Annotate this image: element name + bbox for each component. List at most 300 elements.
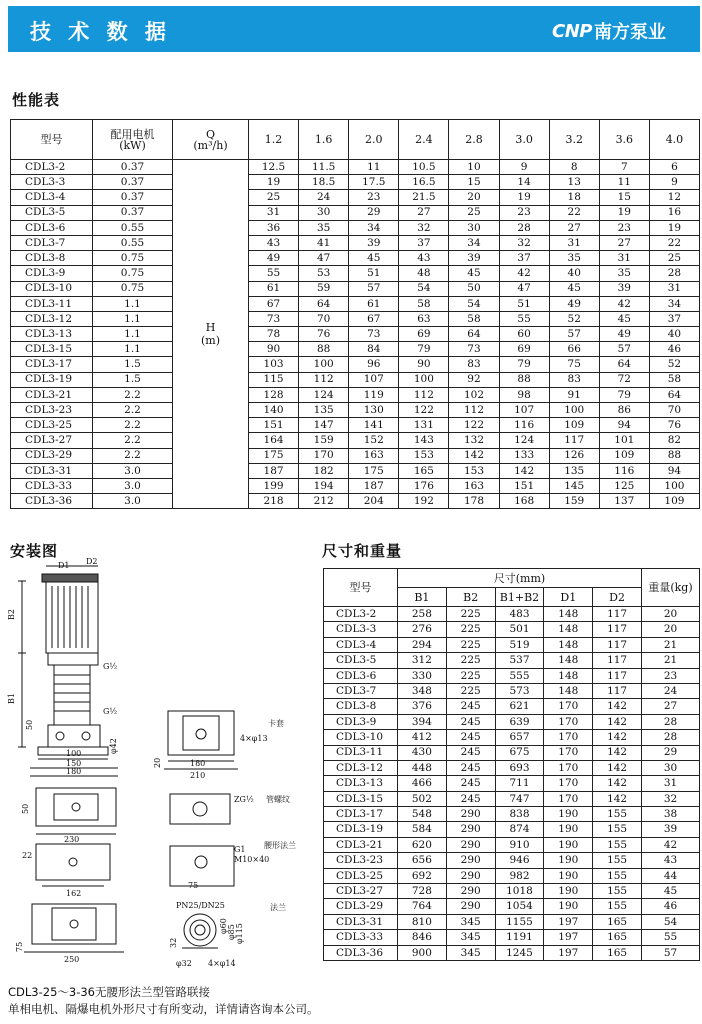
head-value-cell: 51 — [349, 266, 399, 281]
flow-header: 2.8 — [449, 120, 499, 160]
table-row — [324, 745, 700, 760]
dims-value-cell: 584 — [398, 822, 447, 837]
dims-value-cell: 45 — [642, 884, 700, 899]
head-value-cell: 67 — [249, 296, 299, 311]
dims-value-cell: 1155 — [495, 914, 544, 929]
dims-value-cell: 245 — [446, 699, 495, 714]
dims-subheader: B2 — [446, 588, 495, 607]
head-value-cell: 34 — [649, 296, 699, 311]
head-value-cell: 76 — [649, 418, 699, 433]
dims-value-cell: 190 — [544, 822, 593, 837]
head-value-cell: 145 — [549, 478, 599, 493]
head-value-cell: 34 — [349, 220, 399, 235]
dims-value-cell: 28 — [642, 714, 700, 729]
head-label-cell — [173, 160, 249, 509]
head-value-cell: 70 — [299, 311, 349, 326]
label-d2: D2 — [86, 557, 98, 566]
model-cell: CDL3-4 — [324, 637, 398, 652]
label-holes14: 4×φ14 — [208, 959, 236, 968]
head-value-cell: 14 — [499, 175, 549, 190]
model-cell: CDL3-7 — [324, 683, 398, 698]
dims-value-cell: 148 — [544, 668, 593, 683]
dims-value-cell: 23 — [642, 668, 700, 683]
motor-cell: 0.37 — [93, 190, 173, 205]
head-value-cell: 32 — [399, 220, 449, 235]
table-row — [11, 266, 700, 281]
head-value-cell: 48 — [399, 266, 449, 281]
table-row — [11, 235, 700, 250]
label-162: 162 — [66, 889, 82, 898]
dims-value-cell: 245 — [446, 730, 495, 745]
head-value-cell: 39 — [349, 235, 399, 250]
model-cell: CDL3-21 — [324, 837, 398, 852]
motor-cell: 0.37 — [93, 160, 173, 175]
dims-value-cell: 148 — [544, 622, 593, 637]
head-value-cell: 66 — [549, 342, 599, 357]
dims-value-cell: 258 — [398, 607, 447, 622]
head-value-cell: 73 — [249, 311, 299, 326]
head-value-cell: 23 — [499, 205, 549, 220]
model-cell: CDL3-31 — [11, 463, 93, 478]
table-row — [11, 448, 700, 463]
table-row — [11, 205, 700, 220]
dims-value-cell: 376 — [398, 699, 447, 714]
head-value-cell: 10 — [449, 160, 499, 175]
dims-value-cell: 27 — [642, 699, 700, 714]
head-value-cell: 192 — [399, 494, 449, 509]
dims-value-cell: 57 — [642, 945, 700, 960]
dims-value-cell: 982 — [495, 868, 544, 883]
dims-value-cell: 170 — [544, 699, 593, 714]
head-value-cell: 12.5 — [249, 160, 299, 175]
head-value-cell: 102 — [449, 387, 499, 402]
table-row — [324, 760, 700, 775]
label-250: 250 — [64, 955, 80, 964]
head-value-cell: 128 — [249, 387, 299, 402]
head-value-cell: 170 — [299, 448, 349, 463]
head-value-cell: 90 — [399, 357, 449, 372]
col-motor-line2: (kW) — [119, 138, 146, 152]
head-value-cell: 101 — [599, 433, 649, 448]
flow-header: 2.0 — [349, 120, 399, 160]
head-value-cell: 42 — [599, 296, 649, 311]
table-row — [11, 342, 700, 357]
head-value-cell: 116 — [499, 418, 549, 433]
table-row — [324, 668, 700, 683]
table-row — [11, 311, 700, 326]
dims-value-cell: 117 — [593, 637, 642, 652]
head-value-cell: 163 — [349, 448, 399, 463]
dims-value-cell: 142 — [593, 730, 642, 745]
model-cell: CDL3-25 — [324, 868, 398, 883]
head-value-cell: 30 — [449, 220, 499, 235]
dims-value-cell: 225 — [446, 622, 495, 637]
head-value-cell: 31 — [599, 251, 649, 266]
head-value-cell: 130 — [349, 403, 399, 418]
head-value-cell: 79 — [399, 342, 449, 357]
model-cell: CDL3-2 — [324, 607, 398, 622]
dims-value-cell: 148 — [544, 683, 593, 698]
head-value-cell: 69 — [399, 327, 449, 342]
head-value-cell: 27 — [399, 205, 449, 220]
dims-value-cell: 225 — [446, 607, 495, 622]
table-row — [324, 622, 700, 637]
dims-value-cell: 190 — [544, 837, 593, 852]
head-value-cell: 115 — [249, 372, 299, 387]
dims-value-cell: 190 — [544, 868, 593, 883]
model-cell: CDL3-15 — [11, 342, 93, 357]
motor-cell: 0.55 — [93, 235, 173, 250]
head-value-cell: 159 — [299, 433, 349, 448]
head-value-cell: 124 — [499, 433, 549, 448]
head-value-cell: 78 — [249, 327, 299, 342]
head-value-cell: 176 — [399, 478, 449, 493]
motor-cell: 1.1 — [93, 342, 173, 357]
dims-value-cell: 225 — [446, 683, 495, 698]
dims-value-cell: 448 — [398, 760, 447, 775]
head-value-cell: 6 — [649, 160, 699, 175]
table-row — [11, 387, 700, 402]
dims-value-cell: 155 — [593, 899, 642, 914]
flow-header: 2.4 — [399, 120, 449, 160]
model-cell: CDL3-5 — [11, 205, 93, 220]
dims-value-cell: 656 — [398, 853, 447, 868]
install-title: 安装图 — [10, 542, 59, 560]
head-value-cell: 19 — [649, 220, 699, 235]
head-value-cell: 73 — [349, 327, 399, 342]
dims-value-cell: 170 — [544, 791, 593, 806]
model-cell: CDL3-10 — [11, 281, 93, 296]
model-cell: CDL3-36 — [11, 494, 93, 509]
head-value-cell: 9 — [649, 175, 699, 190]
head-value-cell: 84 — [349, 342, 399, 357]
page-title: 技 术 数 据 — [30, 20, 171, 44]
dims-value-cell: 155 — [593, 884, 642, 899]
table-row — [324, 945, 700, 960]
dims-value-cell: 412 — [398, 730, 447, 745]
motor-cell: 2.2 — [93, 433, 173, 448]
dims-value-cell: 24 — [642, 683, 700, 698]
dims-value-cell: 148 — [544, 637, 593, 652]
head-value-cell: 8 — [549, 160, 599, 175]
head-value-cell: 107 — [349, 372, 399, 387]
head-value-cell: 13 — [549, 175, 599, 190]
head-value-cell: 59 — [299, 281, 349, 296]
dims-value-cell: 874 — [495, 822, 544, 837]
head-value-cell: 83 — [549, 372, 599, 387]
table-row — [11, 478, 700, 493]
head-value-cell: 43 — [249, 235, 299, 250]
head-value-cell: 53 — [299, 266, 349, 281]
head-value-cell: 204 — [349, 494, 399, 509]
dims-value-cell: 21 — [642, 653, 700, 668]
col-motor — [93, 120, 173, 160]
model-cell: CDL3-23 — [11, 403, 93, 418]
dims-value-cell: 165 — [593, 914, 642, 929]
head-value-cell: 37 — [499, 251, 549, 266]
label-phi32: φ32 — [176, 959, 192, 968]
head-value-cell: 37 — [649, 311, 699, 326]
dims-value-cell: 290 — [446, 868, 495, 883]
head-value-cell: 88 — [299, 342, 349, 357]
head-value-cell: 15 — [449, 175, 499, 190]
head-value-cell: 58 — [399, 296, 449, 311]
dims-col-model: 型号 — [324, 569, 398, 607]
head-value-cell: 45 — [549, 281, 599, 296]
dims-value-cell: 290 — [446, 899, 495, 914]
head-value-cell: 112 — [299, 372, 349, 387]
head-value-cell: 16 — [649, 205, 699, 220]
head-value-cell: 135 — [299, 403, 349, 418]
dims-value-cell: 620 — [398, 837, 447, 852]
dims-value-cell: 190 — [544, 884, 593, 899]
dims-value-cell: 693 — [495, 760, 544, 775]
dims-value-cell: 170 — [544, 760, 593, 775]
flow-header: 3.6 — [599, 120, 649, 160]
model-cell: CDL3-21 — [11, 387, 93, 402]
head-value-cell: 52 — [649, 357, 699, 372]
head-value-cell: 67 — [349, 311, 399, 326]
dims-value-cell: 245 — [446, 791, 495, 806]
table-row — [324, 683, 700, 698]
head-value-cell: 10.5 — [399, 160, 449, 175]
dims-value-cell: 55 — [642, 930, 700, 945]
head-value-cell: 57 — [549, 327, 599, 342]
head-value-cell: 46 — [649, 342, 699, 357]
head-value-cell: 16.5 — [399, 175, 449, 190]
head-value-cell: 100 — [399, 372, 449, 387]
dims-value-cell: 1018 — [495, 884, 544, 899]
head-value-cell: 64 — [599, 357, 649, 372]
dims-value-cell: 142 — [593, 699, 642, 714]
dims-value-cell: 1054 — [495, 899, 544, 914]
head-value-cell: 40 — [649, 327, 699, 342]
head-value-cell: 9 — [499, 160, 549, 175]
head-value-cell: 116 — [599, 463, 649, 478]
table-row — [324, 730, 700, 745]
motor-cell: 1.5 — [93, 357, 173, 372]
head-value-cell: 141 — [349, 418, 399, 433]
dims-value-cell: 21 — [642, 637, 700, 652]
label-thread: 管螺纹 — [266, 795, 290, 804]
motor-cell: 3.0 — [93, 463, 173, 478]
motor-cell: 0.55 — [93, 220, 173, 235]
model-cell: CDL3-27 — [11, 433, 93, 448]
performance-table — [10, 119, 700, 509]
head-value-cell: 218 — [249, 494, 299, 509]
dims-value-cell: 54 — [642, 914, 700, 929]
motor-cell: 1.1 — [93, 327, 173, 342]
head-value-cell: 75 — [549, 357, 599, 372]
col-motor-line1: 配用电机 — [110, 127, 155, 141]
table-row — [324, 791, 700, 806]
head-value-cell: 159 — [549, 494, 599, 509]
motor-cell: 1.5 — [93, 372, 173, 387]
model-cell: CDL3-2 — [11, 160, 93, 175]
head-value-cell: 132 — [449, 433, 499, 448]
table-row — [324, 822, 700, 837]
motor-cell: 2.2 — [93, 403, 173, 418]
header-banner — [8, 6, 700, 52]
head-value-cell: 178 — [449, 494, 499, 509]
model-cell: CDL3-6 — [324, 668, 398, 683]
head-value-cell: 122 — [399, 403, 449, 418]
flow-header: 1.2 — [249, 120, 299, 160]
head-value-cell: 19 — [249, 175, 299, 190]
model-cell: CDL3-31 — [324, 914, 398, 929]
dims-value-cell: 39 — [642, 822, 700, 837]
table-row — [324, 776, 700, 791]
label-d1: D1 — [58, 561, 70, 570]
head-value-cell: 31 — [649, 281, 699, 296]
model-cell: CDL3-11 — [11, 296, 93, 311]
label-32: 32 — [169, 937, 178, 948]
head-value-cell: 164 — [249, 433, 299, 448]
head-value-cell: 125 — [599, 478, 649, 493]
label-210: 210 — [190, 771, 206, 780]
head-value-cell: 88 — [649, 448, 699, 463]
dims-value-cell: 170 — [544, 776, 593, 791]
head-value-cell: 34 — [449, 235, 499, 250]
table-row — [11, 190, 700, 205]
table-row — [324, 699, 700, 714]
table-row — [324, 607, 700, 622]
label-150: 150 — [66, 759, 82, 768]
head-value-cell: 20 — [449, 190, 499, 205]
dims-value-cell: 573 — [495, 683, 544, 698]
label-g12-a: G½ — [103, 662, 118, 671]
table-row — [324, 930, 700, 945]
dims-value-cell: 44 — [642, 868, 700, 883]
dims-value-cell: 148 — [544, 653, 593, 668]
motor-cell: 0.75 — [93, 281, 173, 296]
dims-value-cell: 197 — [544, 914, 593, 929]
dims-value-cell: 519 — [495, 637, 544, 652]
dims-value-cell: 290 — [446, 884, 495, 899]
head-value-cell: 23 — [599, 220, 649, 235]
dims-value-cell: 621 — [495, 699, 544, 714]
dims-value-cell: 502 — [398, 791, 447, 806]
brand — [552, 18, 666, 44]
dims-value-cell: 245 — [446, 760, 495, 775]
head-value-cell: 55 — [249, 266, 299, 281]
head-value-cell: 30 — [299, 205, 349, 220]
dims-value-cell: 190 — [544, 807, 593, 822]
head-value-cell: 165 — [399, 463, 449, 478]
table-row — [11, 494, 700, 509]
model-cell: CDL3-6 — [11, 220, 93, 235]
head-value-cell: 12 — [649, 190, 699, 205]
label-50b: 50 — [21, 803, 30, 814]
brand-name: 南方泵业 — [594, 22, 666, 43]
footnote-1: CDL3-25～3-36无腰形法兰型管路联接 — [8, 985, 210, 999]
dims-value-cell: 345 — [446, 945, 495, 960]
dims-value-cell: 142 — [593, 776, 642, 791]
motor-cell: 0.75 — [93, 251, 173, 266]
head-value-cell: 45 — [599, 311, 649, 326]
model-cell: CDL3-13 — [11, 327, 93, 342]
head-value-cell: 92 — [449, 372, 499, 387]
model-cell: CDL3-27 — [324, 884, 398, 899]
label-m10: M10×40 — [234, 855, 270, 864]
dims-value-cell: 225 — [446, 637, 495, 652]
model-cell: CDL3-29 — [324, 899, 398, 914]
dims-value-cell: 290 — [446, 807, 495, 822]
head-value-cell: 35 — [599, 266, 649, 281]
dims-value-cell: 846 — [398, 930, 447, 945]
table-row — [324, 714, 700, 729]
flow-header: 3.0 — [499, 120, 549, 160]
dims-value-cell: 810 — [398, 914, 447, 929]
motor-cell: 1.1 — [93, 311, 173, 326]
dims-subheader: B1+B2 — [495, 588, 544, 607]
head-value-cell: 35 — [299, 220, 349, 235]
head-value-cell: 199 — [249, 478, 299, 493]
head-value-cell: 50 — [449, 281, 499, 296]
head-value-cell: 79 — [599, 387, 649, 402]
table-row — [324, 653, 700, 668]
motor-cell: 2.2 — [93, 387, 173, 402]
head-value-cell: 43 — [399, 251, 449, 266]
dims-value-cell: 46 — [642, 899, 700, 914]
installation-drawing — [8, 556, 313, 981]
model-cell: CDL3-7 — [11, 235, 93, 250]
brand-logo: CNP — [552, 20, 592, 42]
head-value-cell: 25 — [649, 251, 699, 266]
dims-value-cell: 345 — [446, 930, 495, 945]
head-value-cell: 19 — [499, 190, 549, 205]
head-value-cell: 52 — [549, 311, 599, 326]
model-cell: CDL3-19 — [324, 822, 398, 837]
dims-value-cell: 20 — [642, 607, 700, 622]
model-cell: CDL3-3 — [11, 175, 93, 190]
head-value-cell: 79 — [499, 357, 549, 372]
dims-value-cell: 117 — [593, 607, 642, 622]
head-value-cell: 94 — [599, 418, 649, 433]
dims-value-cell: 29 — [642, 745, 700, 760]
dims-value-cell: 155 — [593, 837, 642, 852]
head-value-cell: 25 — [449, 205, 499, 220]
dims-value-cell: 900 — [398, 945, 447, 960]
model-cell: CDL3-9 — [324, 714, 398, 729]
label-phi115: φ115 — [235, 923, 244, 944]
head-value-cell: 39 — [599, 281, 649, 296]
model-cell: CDL3-25 — [11, 418, 93, 433]
model-cell: CDL3-12 — [11, 311, 93, 326]
dims-value-cell: 276 — [398, 622, 447, 637]
dims-value-cell: 28 — [642, 730, 700, 745]
dims-value-cell: 20 — [642, 622, 700, 637]
dims-value-cell: 197 — [544, 930, 593, 945]
head-value-cell: 143 — [399, 433, 449, 448]
head-value-cell: 83 — [449, 357, 499, 372]
col-model: 型号 — [11, 120, 93, 160]
h-label-line1: H — [205, 320, 216, 334]
motor-body — [46, 581, 98, 653]
dims-value-cell: 294 — [398, 637, 447, 652]
head-value-cell: 39 — [449, 251, 499, 266]
table-row — [324, 868, 700, 883]
label-100: 100 — [66, 749, 82, 758]
head-value-cell: 96 — [349, 357, 399, 372]
head-value-cell: 64 — [449, 327, 499, 342]
head-value-cell: 18.5 — [299, 175, 349, 190]
model-cell: CDL3-36 — [324, 945, 398, 960]
model-cell: CDL3-29 — [11, 448, 93, 463]
head-value-cell: 122 — [449, 418, 499, 433]
head-value-cell: 187 — [249, 463, 299, 478]
head-value-cell: 153 — [449, 463, 499, 478]
